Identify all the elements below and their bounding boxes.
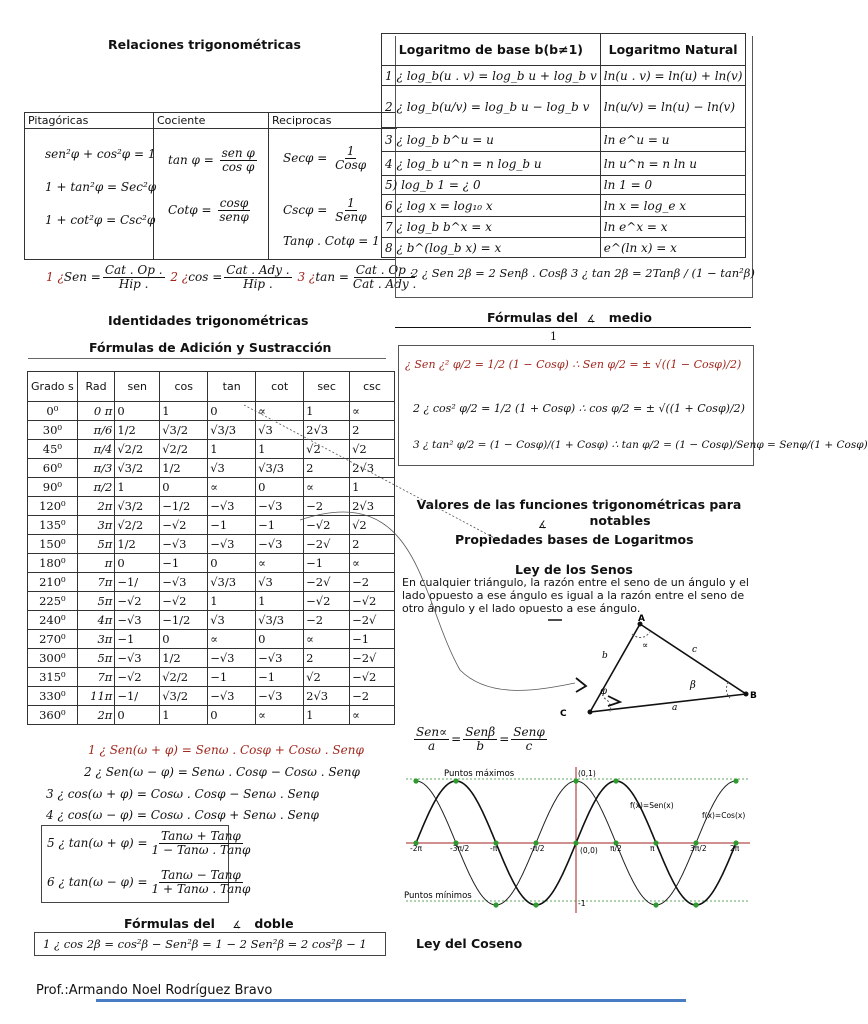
table-cell: π/4 <box>77 440 115 459</box>
sec-reciprocal: Secφ = $\frac{1}{\text{Cosφ}}$ <box>283 144 367 172</box>
values-header: tan <box>208 372 256 402</box>
table-cell: 11π <box>77 687 115 706</box>
valores-title: Valores de las funciones trigonométricas para <box>416 497 742 512</box>
doble-title: Fórmulas del ∡ doble <box>124 916 294 931</box>
table-cell: −√2 <box>160 516 208 535</box>
table-cell: 360⁰ <box>28 706 78 725</box>
ley-senos-text: En cualquier triángulo, la razón entre el seno de un ángulo y el lado opuesto a ese ángulo es igual a la razón entre el seno de otro ángulo y el lado opuesto a ese ángulo. <box>402 576 749 615</box>
footer-line <box>96 999 686 1002</box>
beta-label: β <box>690 680 696 691</box>
table-cell: √3/2 <box>115 497 160 516</box>
table-cell: ∝ <box>304 478 350 497</box>
table-cell: √2 <box>304 440 350 459</box>
table-cell: 0 <box>115 554 160 573</box>
point-origin-label: (0,0) <box>580 846 598 855</box>
table-cell: 3π <box>77 630 115 649</box>
notables-title: notables <box>589 513 651 528</box>
table-cell: 0 <box>208 402 256 421</box>
graph-point <box>573 840 578 845</box>
table-cell: −2 <box>304 497 350 516</box>
table-cell: π/3 <box>77 459 115 478</box>
table-cell: 60⁰ <box>28 459 78 478</box>
vertex-a-label: A <box>638 614 645 624</box>
table-cell: −2√ <box>304 535 350 554</box>
table-cell: ∝ <box>256 402 304 421</box>
table-cell: −1 <box>256 516 304 535</box>
graph-point <box>693 902 698 907</box>
graph-point <box>653 902 658 907</box>
table-cell: 2√3 <box>304 421 350 440</box>
table-cell: 2 <box>304 459 350 478</box>
table-cell: −√2 <box>304 592 350 611</box>
table-cell: ∝ <box>350 554 395 573</box>
table-cell: 270⁰ <box>28 630 78 649</box>
table-cell: 0 <box>160 630 208 649</box>
table-cell: 315⁰ <box>28 668 78 687</box>
table-cell: 0 <box>115 706 160 725</box>
doble-formula: 1 ¿ cos 2β = cos²β − Sen²β = 1 − 2 Sen²β = 2 cos²β − 1 <box>34 932 386 956</box>
table-cell: 1 <box>304 402 350 421</box>
relaciones-title: Relaciones trigonométricas <box>108 37 301 52</box>
table-cell: 150⁰ <box>28 535 78 554</box>
table-cell: −√3 <box>208 649 256 668</box>
table-cell: 0 <box>208 706 256 725</box>
cos-curve-label: f(x)=Cos(x) <box>702 811 746 820</box>
table-cell: −√2 <box>115 668 160 687</box>
table-cell: −√3 <box>160 535 208 554</box>
table-cell: π/2 <box>77 478 115 497</box>
table-cell: 2 <box>350 421 395 440</box>
medio-tan: 3 ¿ tan² φ/2 = (1 − Cosφ)/(1 + Cosφ) ∴ tan φ/2 = (1 − Cosφ)/Senφ = Senφ/(1 + Cosφ) <box>413 439 868 451</box>
values-header: Grado s <box>28 372 78 402</box>
table-cell: 2√3 <box>350 459 395 478</box>
graph-point <box>453 778 458 783</box>
table-cell: 1 <box>160 402 208 421</box>
table-cell: 1 <box>304 706 350 725</box>
table-cell: −2√ <box>350 611 395 630</box>
table-cell: −1/ <box>115 573 160 592</box>
table-cell: ∝ <box>208 630 256 649</box>
table-cell: 1 <box>350 478 395 497</box>
table-cell: 180⁰ <box>28 554 78 573</box>
values-header: cot <box>256 372 304 402</box>
graph-tick-label: -π/2 <box>530 844 545 853</box>
cociente-header: Cociente <box>154 113 268 129</box>
table-cell: −1/ <box>115 687 160 706</box>
table-cell: 7π <box>77 668 115 687</box>
table-cell: −√2 <box>160 592 208 611</box>
table-cell: √3/2 <box>160 687 208 706</box>
side-c-label: c <box>692 645 698 655</box>
table-cell: 1 <box>256 440 304 459</box>
table-cell: ∝ <box>350 402 395 421</box>
table-cell: 0 <box>256 478 304 497</box>
table-cell: √2 <box>304 668 350 687</box>
table-row: 4 ¿ log_b u^n = n log_b u ln u^n = n ln u <box>382 152 746 176</box>
table-row: 7 ¿ log_b b^x = x ln e^x = x <box>382 217 746 238</box>
table-cell: −1 <box>208 516 256 535</box>
table-cell: 225⁰ <box>28 592 78 611</box>
table-cell: −√2 <box>350 592 395 611</box>
pitagoricas-header: Pitagóricas <box>25 113 153 129</box>
table-cell: −√3 <box>115 611 160 630</box>
ley-coseno-title: Ley del Coseno <box>416 936 523 951</box>
reciprocas-header: Reciprocas <box>269 113 397 129</box>
table-row: 5) log_b 1 = ¿ 0 ln 1 = 0 <box>382 176 746 195</box>
cot-quotient: Cotφ = $\frac{\cos\varphi}{\text{senφ}}$ <box>168 196 249 224</box>
table-cell: √3 <box>208 611 256 630</box>
medio-number: 1 <box>550 330 557 343</box>
table-cell: 30⁰ <box>28 421 78 440</box>
table-cell: 45⁰ <box>28 440 78 459</box>
graph-point <box>533 902 538 907</box>
table-row: 3 ¿ log_b b^u = u ln e^u = u <box>382 128 746 152</box>
graph-tick-label: π <box>650 844 655 853</box>
table-cell: √2/2 <box>115 440 160 459</box>
table-cell: −√3 <box>115 649 160 668</box>
table-cell: ∝ <box>350 706 395 725</box>
table-cell: −1 <box>208 668 256 687</box>
log-base-header: Logaritmo de base b(b≠1) <box>382 34 601 66</box>
table-cell: 1 <box>208 440 256 459</box>
table-cell: π/6 <box>77 421 115 440</box>
table-cell: −√3 <box>208 687 256 706</box>
table-cell: √3/3 <box>208 421 256 440</box>
angle-icon: ∡ <box>538 520 547 531</box>
table-cell: 1/2 <box>160 649 208 668</box>
identidades-title: Identidades trigonométricas <box>108 313 309 328</box>
pitagorica-1: sen²φ + cos²φ = 1 <box>45 147 156 161</box>
adicion-2: 2 ¿ Sen(ω − φ) = Senω . Cosφ − Cosω . Senφ <box>84 765 360 779</box>
phi-label: φ <box>600 686 608 697</box>
ley-senos-title: Ley de los Senos <box>515 562 633 577</box>
angle-icon: ∡ <box>232 920 242 931</box>
table-cell: 0⁰ <box>28 402 78 421</box>
basic-ratios: 1 ¿Sen = $\frac{\text{Cat . Op .}}{\text{Hip .}}$ 2 ¿cos = $\frac{\text{Cat . Ady .}}{\text{Hip .}}$ 3 ¿tan = $\frac{\text{Cat . Op .}}{\text{Cat . Ady .}}$ <box>46 263 417 291</box>
table-cell: −1 <box>256 668 304 687</box>
graph-tick-label: -3π/2 <box>450 844 470 853</box>
propiedades-title: Propiedades bases de Logaritmos <box>455 532 694 547</box>
table-cell: √3 <box>256 421 304 440</box>
ley-senos-formula: $\frac{\text{Sen∝}}{a}$ = $\frac{\text{Senβ}}{b}$ = $\frac{\text{Senφ}}{c}$ <box>416 725 545 753</box>
table-cell: √2/2 <box>160 440 208 459</box>
pitagorica-2: 1 + tan²φ = Sec²φ <box>45 180 157 194</box>
table-cell: 2 <box>350 535 395 554</box>
table-row: 1 ¿ log_b(u . v) = log_b u + log_b v ln(u . v) = ln(u) + ln(v) <box>382 66 746 86</box>
table-cell: √3 <box>208 459 256 478</box>
graph-tick-label: π/2 <box>610 844 622 853</box>
table-cell: π <box>77 554 115 573</box>
graph-point <box>733 778 738 783</box>
table-cell: −2√ <box>350 649 395 668</box>
tan-quotient: tan φ = $\frac{\text{sen φ}}{\text{cos φ}}$ <box>168 146 255 174</box>
table-cell: 2π <box>77 706 115 725</box>
table-cell: 2 <box>304 649 350 668</box>
table-cell: 1 <box>208 592 256 611</box>
values-header: csc <box>350 372 395 402</box>
table-cell: −√2 <box>304 516 350 535</box>
table-cell: −√3 <box>208 497 256 516</box>
point-top-label: (0,1) <box>578 769 596 778</box>
table-cell: 1 <box>115 478 160 497</box>
table-cell: 135⁰ <box>28 516 78 535</box>
table-cell: −√2 <box>115 592 160 611</box>
values-header: sec <box>304 372 350 402</box>
table-cell: 1 <box>160 706 208 725</box>
values-header: sen <box>115 372 160 402</box>
graph-point <box>413 778 418 783</box>
table-cell: √3/2 <box>115 459 160 478</box>
table-cell: 240⁰ <box>28 611 78 630</box>
table-cell: −1/2 <box>160 497 208 516</box>
table-cell: ∝ <box>208 478 256 497</box>
table-cell: 0 <box>256 630 304 649</box>
table-cell: −√3 <box>256 649 304 668</box>
table-cell: √3/2 <box>160 421 208 440</box>
min-points-label: Puntos mínimos <box>404 891 472 901</box>
table-cell: 0 π <box>77 402 115 421</box>
table-cell: ∝ <box>256 706 304 725</box>
csc-reciprocal: Cscφ = $\frac{1}{\text{Senφ}}$ <box>283 196 367 224</box>
medio-title: Fórmulas del ∡ medio <box>487 310 653 325</box>
adicion-3: 3 ¿ cos(ω + φ) = Cosω . Cosφ − Senω . Senφ <box>46 787 319 801</box>
table-cell: 3π <box>77 516 115 535</box>
table-cell: ∝ <box>256 554 304 573</box>
table-cell: −2 <box>350 687 395 706</box>
y-min-label: -1 <box>578 899 586 908</box>
table-cell: √2 <box>350 440 395 459</box>
table-cell: 330⁰ <box>28 687 78 706</box>
graph-tick-label: 3π/2 <box>690 844 707 853</box>
adicion-4: 4 ¿ cos(ω − φ) = Cosω . Cosφ + Senω . Senφ <box>46 808 319 822</box>
table-cell: −1 <box>350 630 395 649</box>
sine-cosine-graph <box>400 765 754 915</box>
medio-sen: ¿ Sen ¿² φ/2 = 1/2 (1 − Cosφ) ∴ Sen φ/2 = ± √((1 − Cosφ)/2) <box>405 358 742 371</box>
table-cell: 0 <box>115 402 160 421</box>
table-cell: 0 <box>160 478 208 497</box>
table-cell: √2/2 <box>160 668 208 687</box>
table-cell: 1 <box>256 592 304 611</box>
table-cell: 2√3 <box>304 687 350 706</box>
medio-cos: 2 ¿ cos² φ/2 = 1/2 (1 + Cosφ) ∴ cos φ/2 = ± √((1 + Cosφ)/2) <box>413 402 745 415</box>
table-cell: −√3 <box>256 687 304 706</box>
table-cell: ∝ <box>304 630 350 649</box>
table-cell: √3/3 <box>256 459 304 478</box>
graph-point <box>573 778 578 783</box>
table-cell: −1 <box>115 630 160 649</box>
sen-curve-label: f(x)=Sen(x) <box>630 801 674 810</box>
table-cell: 1/2 <box>115 535 160 554</box>
table-cell: 0 <box>208 554 256 573</box>
graph-tick-label: 2π <box>730 844 740 853</box>
table-cell: −√3 <box>256 535 304 554</box>
graph-tick-label: -π <box>490 844 498 853</box>
side-a-label: a <box>672 703 678 713</box>
table-cell: −2 <box>304 611 350 630</box>
tan-cot-product: Tanφ . Cotφ = 1 <box>283 234 380 248</box>
table-cell: 5π <box>77 649 115 668</box>
max-points-label: Puntos máximos <box>444 769 515 779</box>
graph-point <box>613 778 618 783</box>
table-cell: 5π <box>77 535 115 554</box>
table-cell: √3/3 <box>256 611 304 630</box>
table-cell: 210⁰ <box>28 573 78 592</box>
values-header: Rad <box>77 372 115 402</box>
table-row: 6 ¿ log x = log₁₀ x ln x = log_e x <box>382 195 746 217</box>
graph-point <box>493 902 498 907</box>
adicion-5: 5 ¿ tan(ω + φ) = $\frac{\text{Tanω + Tanφ}}{\text{1 − Tanω . Tanφ}}$ <box>47 829 251 857</box>
table-cell: 5π <box>77 592 115 611</box>
table-cell: −√3 <box>160 573 208 592</box>
table-cell: −√3 <box>208 535 256 554</box>
adicion-title: Fórmulas de Adición y Sustracción <box>89 340 332 355</box>
vertex-b-label: B <box>750 691 757 701</box>
table-cell: √2/2 <box>115 516 160 535</box>
table-cell: √2 <box>350 516 395 535</box>
table-cell: −√2 <box>350 668 395 687</box>
table-cell: 1/2 <box>160 459 208 478</box>
double-sen-tan: 2 ¿ Sen 2β = 2 Senβ . Cosβ 3 ¿ tan 2β = 2Tanβ / (1 − tan²β) <box>411 266 755 280</box>
table-cell: −1 <box>160 554 208 573</box>
table-cell: −1/2 <box>160 611 208 630</box>
table-cell: √3 <box>256 573 304 592</box>
side-b-label: b <box>602 651 608 661</box>
graph-tick-label: -2π <box>410 844 422 853</box>
table-cell: 1/2 <box>115 421 160 440</box>
table-cell: 90⁰ <box>28 478 78 497</box>
table-cell: −2 <box>350 573 395 592</box>
angle-icon: ∡ <box>586 314 596 325</box>
adicion-1: 1 ¿ Sen(ω + φ) = Senω . Cosφ + Cosω . Senφ <box>88 743 364 757</box>
table-cell: 300⁰ <box>28 649 78 668</box>
vertex-c-label: C <box>560 709 567 719</box>
author-footer: Prof.:Armando Noel Rodríguez Bravo <box>36 983 273 998</box>
table-cell: 2√3 <box>350 497 395 516</box>
log-natural-header: Logaritmo Natural <box>600 34 746 66</box>
table-cell: 7π <box>77 573 115 592</box>
table-cell: −√3 <box>256 497 304 516</box>
values-header: cos <box>160 372 208 402</box>
table-row: 2 ¿ log_b(u/v) = log_b u − log_b v ln(u/v) = ln(u) − ln(v) <box>382 86 746 128</box>
table-cell: −1 <box>304 554 350 573</box>
table-cell: 2π <box>77 497 115 516</box>
triangle-diagram <box>560 612 760 722</box>
pitagorica-3: 1 + cot²φ = Csc²φ <box>45 213 156 227</box>
adicion-6: 6 ¿ tan(ω − φ) = $\frac{\text{Tanω − Tanφ}}{\text{1 + Tanω . Tanφ}}$ <box>47 868 251 896</box>
table-cell: 120⁰ <box>28 497 78 516</box>
table-cell: √3/3 <box>208 573 256 592</box>
alpha-label: ∝ <box>642 641 649 651</box>
table-cell: 4π <box>77 611 115 630</box>
table-cell: −2√ <box>304 573 350 592</box>
table-row: 8 ¿ b^(log_b x) = x e^(ln x) = x <box>382 238 746 258</box>
